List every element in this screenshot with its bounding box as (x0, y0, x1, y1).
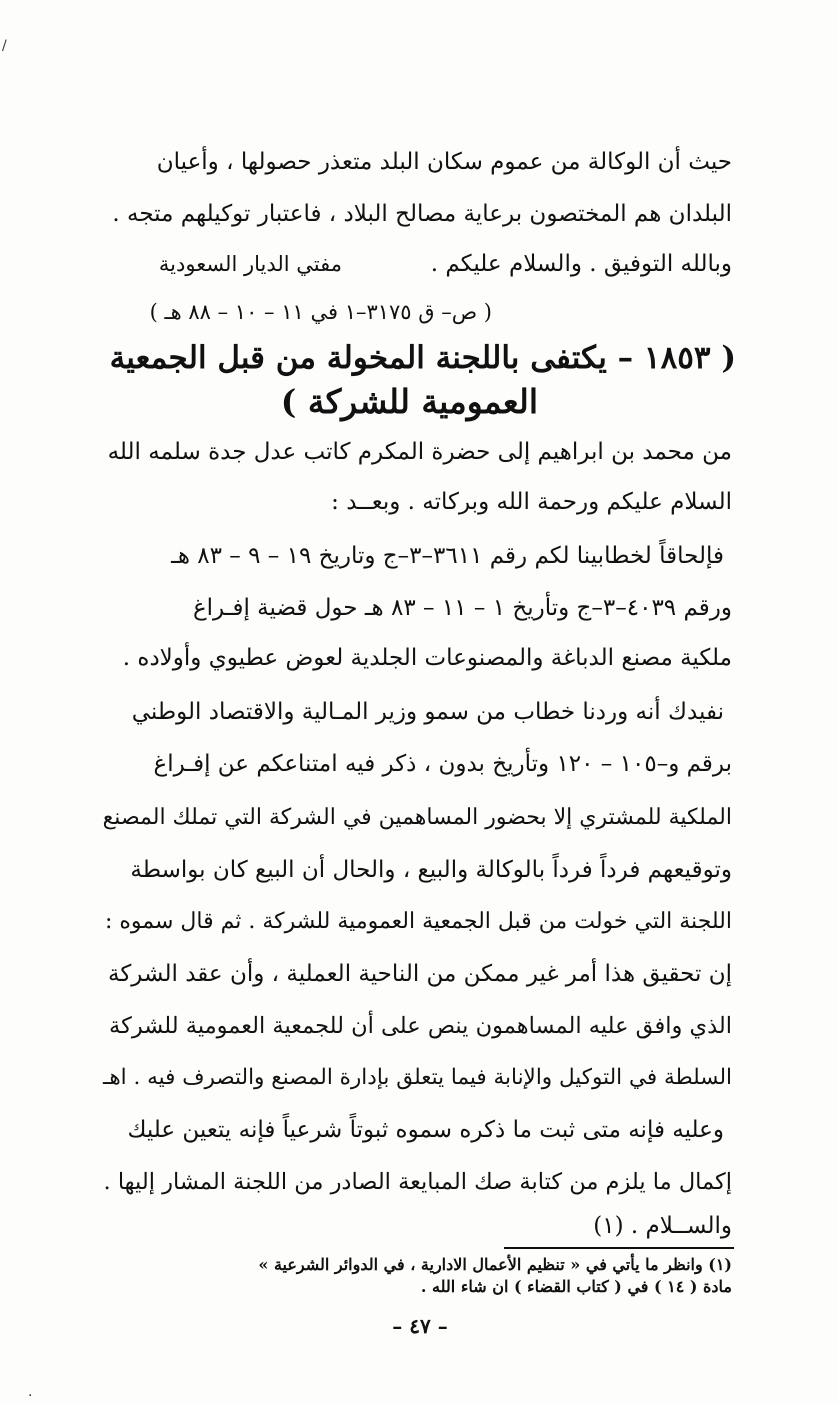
letter-line-2: السلام عليكم ورحمة الله وبركاته . وبعــد : (331, 489, 732, 515)
section-heading-line-1: ( ١٨٥٣ – يكتفى باللجنة المخولة من قبل الجمعية (109, 340, 736, 376)
scan-speck: · (28, 1388, 33, 1404)
footnote-separator (504, 1247, 734, 1249)
section-heading-line-2: العمومية للشركة ) (280, 382, 538, 421)
letter-line-1: من محمد بن ابراهيم إلى حضرة المكرم كاتب عدل جدة سلمه الله (107, 439, 732, 465)
intro-line-1: حيث أن الوكالة من عموم سكان البلد متعذر حصولها ، وأعيان (156, 149, 732, 175)
letter-closing: والســلام . (١) (593, 1213, 732, 1239)
letter-line-8: الملكية للمشتري إلا بحضور المساهمين في الشركة التي تملك المصنع (102, 805, 732, 830)
letter-line-3: فإلحاقاً لخطابينا لكم رقم ٣٦١١–٣–ج وتاريخ ١٩ – ٩ – ٨٣ هـ (171, 543, 724, 569)
letter-line-15: إكمال ما يلزم من كتابة صك المبايعة الصادر من اللجنة المشار إليها . (103, 1169, 732, 1195)
letter-line-6: نفيدك أنه وردنا خطاب من سمو وزير المـالية والاقتصاد الوطني (131, 699, 724, 725)
letter-line-14: وعليه فإنه متى ثبت ما ذكره سموه ثبوتاً شرعياً فإنه يتعين عليك (127, 1117, 724, 1143)
footnote-line-2: مادة ( ١٤ ) في ( كتاب القضاء ) ان شاء الله . (420, 1277, 732, 1296)
signature-title: مفتي الديار السعودية (158, 252, 342, 276)
letter-line-4: ورقم ٤٠٣٩–٣–ج وتأريخ ١ – ١١ – ٨٣ هـ حول قضية إفـراغ (192, 595, 732, 621)
letter-line-11: إن تحقيق هذا أمر غير ممكن من الناحية العملية ، وأن عقد الشركة (108, 961, 732, 987)
scan-speck: / (2, 38, 7, 54)
intro-line-3: وبالله التوفيق . والسلام عليكم . (430, 251, 732, 277)
footnote-line-1: (١) وانظر ما يأتي في « تنظيم الأعمال الادارية ، في الدوائر الشرعية » (258, 1255, 732, 1274)
letter-line-12: الذي وافق عليه المساهمون ينص على أن للجمعية العمومية للشركة (109, 1013, 732, 1039)
letter-line-7: برقم و–١٠٥ – ١٢٠ وتأريخ بدون ، ذكر فيه امتناعكم عن إفـراغ (153, 751, 732, 777)
intro-line-2: البلدان هم المختصون برعاية مصالح البلاد ، فاعتبار توكيلهم متجه . (112, 201, 732, 227)
page-number: – ٤٧ – (392, 1314, 448, 1338)
letter-line-10: اللجنة التي خولت من قبل الجمعية العمومية للشركة . ثم قال سموه : (104, 909, 732, 934)
letter-line-5: ملكية مصنع الدباغة والمصنوعات الجلدية لعوض عطيوي وأولاده . (122, 645, 732, 671)
reference-citation: ( ص– ق ٣١٧٥–١ في ١١ – ١٠ – ٨٨ هـ ) (149, 300, 492, 324)
letter-line-9: وتوقيعهم فرداً فرداً بالوكالة والبيع ، والحال أن البيع كان بواسطة (130, 857, 732, 883)
letter-line-13: السلطة في التوكيل والإنابة فيما يتعلق بإدارة المصنع والتصرف فيه . اهـ (103, 1065, 732, 1090)
